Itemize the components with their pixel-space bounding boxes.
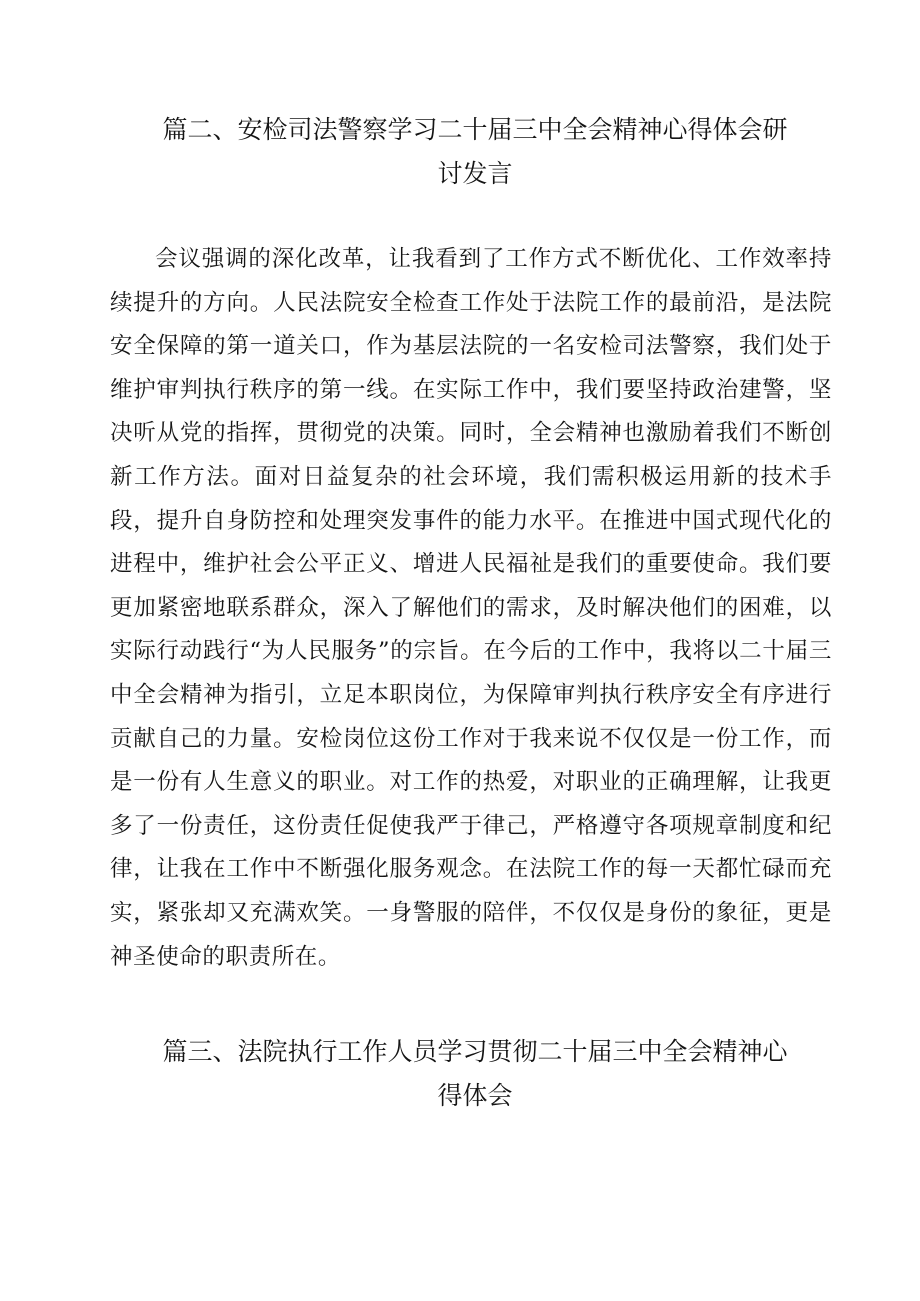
section-title-2 (110, 108, 840, 196)
section-title-2-line2: 讨发言 (437, 159, 513, 188)
section-2-body-paragraph: 会议强调的深化改革，让我看到了工作方式不断优化、工作效率持续提升的方向。人民法院安全检查工作处于法院工作的最前沿，是法院安全保障的第一道关口，作为基层法院的一名安检司法警察，我们处于维护审判执行秩序的第一线。在实际工作中，我们要坚持政治建警，坚决听从党的指挥，贯彻党的决策。同时，全会精神也激励着我们不断创新工作方法。面对日益复杂的社会环境，我们需积极运用新的技术手段，提升自身防控和处理突发事件的能力水平。在推进中国式现代化的进程中，维护社会公平正义、增进人民福祉是我们的重要使命。我们要更加紧密地联系群众，深入了解他们的需求，及时解决他们的困难，以实际行动践行“为人民服务”的宗旨。在今后的工作中，我将以二十届三中全会精神为指引，立足本职岗位，为保障审判执行秩序安全有序进行贡献自己的力量。安检岗位这份工作对于我来说不仅仅是一份工作，而是一份有人生意义的职业。对工作的热爱，对职业的正确理解，让我更多了一份责任，这份责任促使我严于律己，严格遵守各项规章制度和纪律，让我在工作中不断强化服务观念。在法院工作的每一天都忙碌而充实，紧张却又充满欢笑。一身警服的陪伴，不仅仅是身份的象征，更是神圣使命的职责所在。 (110, 246, 832, 970)
section-title-2-line1: 篇二、安检司法警察学习二十届三中全会精神心得体会研 (162, 115, 788, 144)
section-title-3-line2: 得体会 (437, 1081, 513, 1110)
section-title-3-line1: 篇三、法院执行工作人员学习贯彻二十届三中全会精神心 (162, 1037, 788, 1066)
section-title-3 (110, 1030, 840, 1118)
